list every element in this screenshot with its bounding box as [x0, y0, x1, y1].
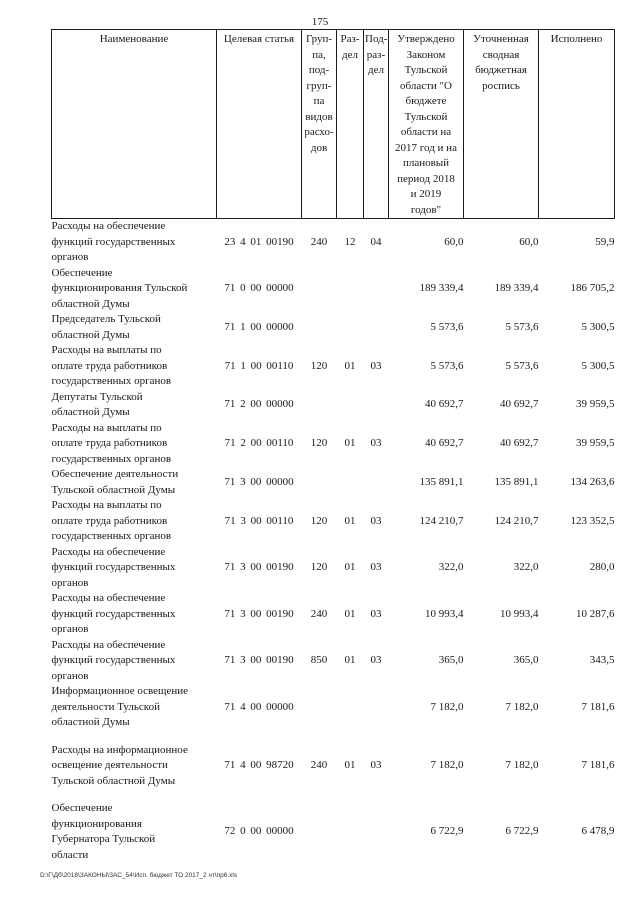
table-header-row	[52, 30, 615, 219]
page-number: 175	[311, 16, 329, 28]
row-expense-group	[302, 390, 337, 421]
row-approved: 7 182,0	[430, 759, 464, 771]
row-target-article: 71 3 00 00190	[224, 607, 294, 620]
row-executed: 6 478,9	[581, 825, 615, 838]
row-executed: 123 352,5	[570, 514, 615, 527]
row-section: 01	[344, 654, 356, 666]
row-refined: 5 573,6	[505, 359, 539, 372]
table-row	[52, 467, 615, 498]
row-refined: 189 339,4	[494, 282, 539, 294]
row-executed: 7 181,6	[581, 700, 615, 713]
row-expense-group	[302, 789, 337, 863]
row-approved: 7 182,0	[430, 700, 464, 713]
table-row	[52, 591, 615, 638]
header-section: Раз- дел	[337, 30, 364, 219]
row-executed: 343,5	[589, 654, 615, 666]
row-refined: 5 573,6	[505, 320, 539, 333]
row-subsection: 03	[370, 607, 382, 620]
row-executed: 39 959,5	[576, 437, 615, 449]
header-expense-group: Груп- па, под- груп- па видов расхо- дов	[302, 30, 337, 219]
row-target-article: 71 3 00 00190	[224, 561, 294, 573]
row-target-article: 71 2 00 00110	[224, 437, 294, 449]
row-approved: 40 692,7	[425, 437, 464, 449]
row-approved: 322,0	[438, 561, 464, 573]
row-refined: 365,0	[513, 654, 539, 666]
row-section	[337, 390, 364, 421]
row-name: Депутаты Тульской областной Думы	[51, 390, 143, 418]
row-subsection: 03	[370, 437, 382, 449]
row-target-article: 71 4 00 00000	[224, 700, 294, 713]
row-approved: 6 722,9	[430, 825, 464, 838]
row-name: Информационное освещение деятельности Тульской областной Думы	[51, 685, 189, 728]
row-executed: 280,0	[589, 561, 615, 573]
row-expense-group	[302, 266, 337, 313]
row-target-article: 72 0 00 00000	[224, 825, 294, 838]
row-subsection	[364, 467, 389, 498]
row-section	[337, 266, 364, 313]
row-section: 01	[344, 759, 356, 771]
header-target-article: Целевая статья	[217, 30, 302, 219]
row-approved: 10 993,4	[425, 607, 464, 620]
row-name: Расходы на обеспечение функций государственных органов	[51, 545, 176, 589]
row-executed: 10 287,6	[576, 607, 615, 620]
table-row	[52, 219, 615, 266]
row-executed: 5 300,5	[581, 320, 615, 333]
row-subsection: 03	[370, 514, 382, 527]
row-name: Расходы на обеспечение функций государственных органов	[51, 592, 176, 635]
header-refined: Уточненная сводная бюджетная роспись	[464, 30, 539, 219]
row-approved: 135 891,1	[419, 475, 464, 488]
row-name: Обеспечение деятельности Тульской областной Думы	[51, 468, 179, 496]
row-target-article: 71 3 00 00000	[224, 475, 294, 488]
row-name: Обеспечение функционирования Тульской областной Думы	[51, 266, 188, 310]
row-section: 01	[344, 607, 356, 620]
row-expense-group: 240	[310, 607, 328, 620]
row-section	[337, 467, 364, 498]
row-target-article: 71 0 00 00000	[224, 282, 294, 294]
row-expense-group	[302, 467, 337, 498]
row-section: 01	[344, 437, 356, 449]
row-name: Расходы на обеспечение функций государственных органов	[51, 220, 176, 263]
row-refined: 40 692,7	[500, 437, 539, 449]
row-section: 01	[344, 561, 356, 573]
table-row	[52, 312, 615, 343]
row-subsection: 03	[370, 561, 382, 573]
row-section	[337, 312, 364, 343]
row-name: Обеспечение функционирования Губернатора Тульской области	[51, 802, 156, 861]
row-name: Расходы на выплаты по оплате труда работников государственных органов	[51, 499, 172, 542]
table-row	[52, 731, 615, 790]
row-expense-group: 120	[310, 437, 328, 449]
row-subsection: 03	[370, 359, 382, 372]
row-target-article: 71 2 00 00000	[224, 398, 294, 411]
row-executed: 59,9	[595, 235, 615, 248]
row-executed: 39 959,5	[576, 398, 615, 411]
row-refined: 124 210,7	[494, 514, 539, 527]
row-subsection: 04	[370, 235, 382, 248]
row-expense-group	[302, 312, 337, 343]
row-approved: 5 573,6	[430, 320, 464, 333]
row-target-article: 71 1 00 00110	[224, 359, 294, 372]
file-path-footer: D:\Г\Дб\2018\ЗАКОНЫ\ЗАС_54\Исп. бюджет ТО 2017_2 чт\пр6.xls	[40, 872, 238, 879]
table-row	[52, 789, 615, 863]
row-refined: 7 182,0	[505, 700, 539, 713]
row-name: Расходы на обеспечение функций государственных органов	[51, 638, 176, 682]
row-target-article: 71 4 00 98720	[224, 759, 294, 771]
row-expense-group	[302, 684, 337, 731]
row-name: Расходы на выплаты по оплате труда работников государственных органов	[51, 344, 172, 387]
table-row	[52, 638, 615, 685]
row-section	[337, 684, 364, 731]
row-executed: 186 705,2	[570, 282, 615, 294]
row-section: 01	[344, 359, 356, 372]
row-expense-group: 850	[310, 654, 328, 666]
header-name: Наименование	[52, 30, 217, 219]
row-subsection	[364, 684, 389, 731]
row-name: Расходы на информационное освещение деятельности Тульской областной Думы	[51, 743, 188, 787]
row-approved: 189 339,4	[419, 282, 464, 294]
row-executed: 7 181,6	[581, 759, 615, 771]
row-subsection: 03	[370, 759, 382, 771]
row-section: 01	[344, 514, 356, 527]
row-subsection	[364, 312, 389, 343]
row-approved: 5 573,6	[430, 359, 464, 372]
table-row	[52, 421, 615, 468]
row-refined: 322,0	[513, 561, 539, 573]
row-expense-group: 120	[310, 514, 328, 527]
row-refined: 60,0	[519, 235, 539, 248]
row-target-article: 71 3 00 00110	[224, 514, 294, 527]
row-target-article: 71 1 00 00000	[224, 320, 294, 333]
table-row	[52, 390, 615, 421]
row-expense-group: 120	[310, 561, 328, 573]
row-subsection	[364, 266, 389, 313]
row-subsection	[364, 390, 389, 421]
row-refined: 7 182,0	[505, 759, 539, 771]
row-approved: 40 692,7	[425, 398, 464, 411]
table-row	[52, 684, 615, 731]
table-row	[52, 498, 615, 545]
header-executed: Исполнено	[539, 30, 615, 219]
header-approved: Утверждено Законом Тульской области "О бюджете Тульской области на 2017 год и на плановый период 2018 и 2019 годов"	[389, 30, 464, 219]
row-section	[337, 789, 364, 863]
row-refined: 10 993,4	[500, 607, 539, 620]
row-name: Председатель Тульской областной Думы	[51, 313, 161, 341]
row-executed: 5 300,5	[581, 359, 615, 372]
row-executed: 134 263,6	[570, 475, 615, 488]
table-row	[52, 266, 615, 313]
row-expense-group: 120	[310, 359, 328, 372]
row-approved: 60,0	[444, 235, 464, 248]
row-expense-group: 240	[310, 759, 328, 771]
header-subsection: Под- раз- дел	[364, 30, 389, 219]
table-row	[52, 343, 615, 390]
row-approved: 124 210,7	[419, 514, 464, 527]
row-subsection: 03	[370, 654, 382, 666]
row-target-article: 71 3 00 00190	[224, 654, 294, 666]
row-name: Расходы на выплаты по оплате труда работников государственных органов	[51, 421, 172, 465]
row-refined: 135 891,1	[494, 475, 539, 488]
row-refined: 40 692,7	[500, 398, 539, 411]
row-expense-group: 240	[310, 235, 328, 248]
row-section: 12	[344, 235, 356, 248]
row-target-article: 23 4 01 00190	[224, 235, 294, 248]
row-refined: 6 722,9	[505, 825, 539, 838]
row-subsection	[364, 789, 389, 863]
budget-table	[51, 29, 615, 863]
row-approved: 365,0	[438, 654, 464, 666]
table-row	[52, 545, 615, 592]
